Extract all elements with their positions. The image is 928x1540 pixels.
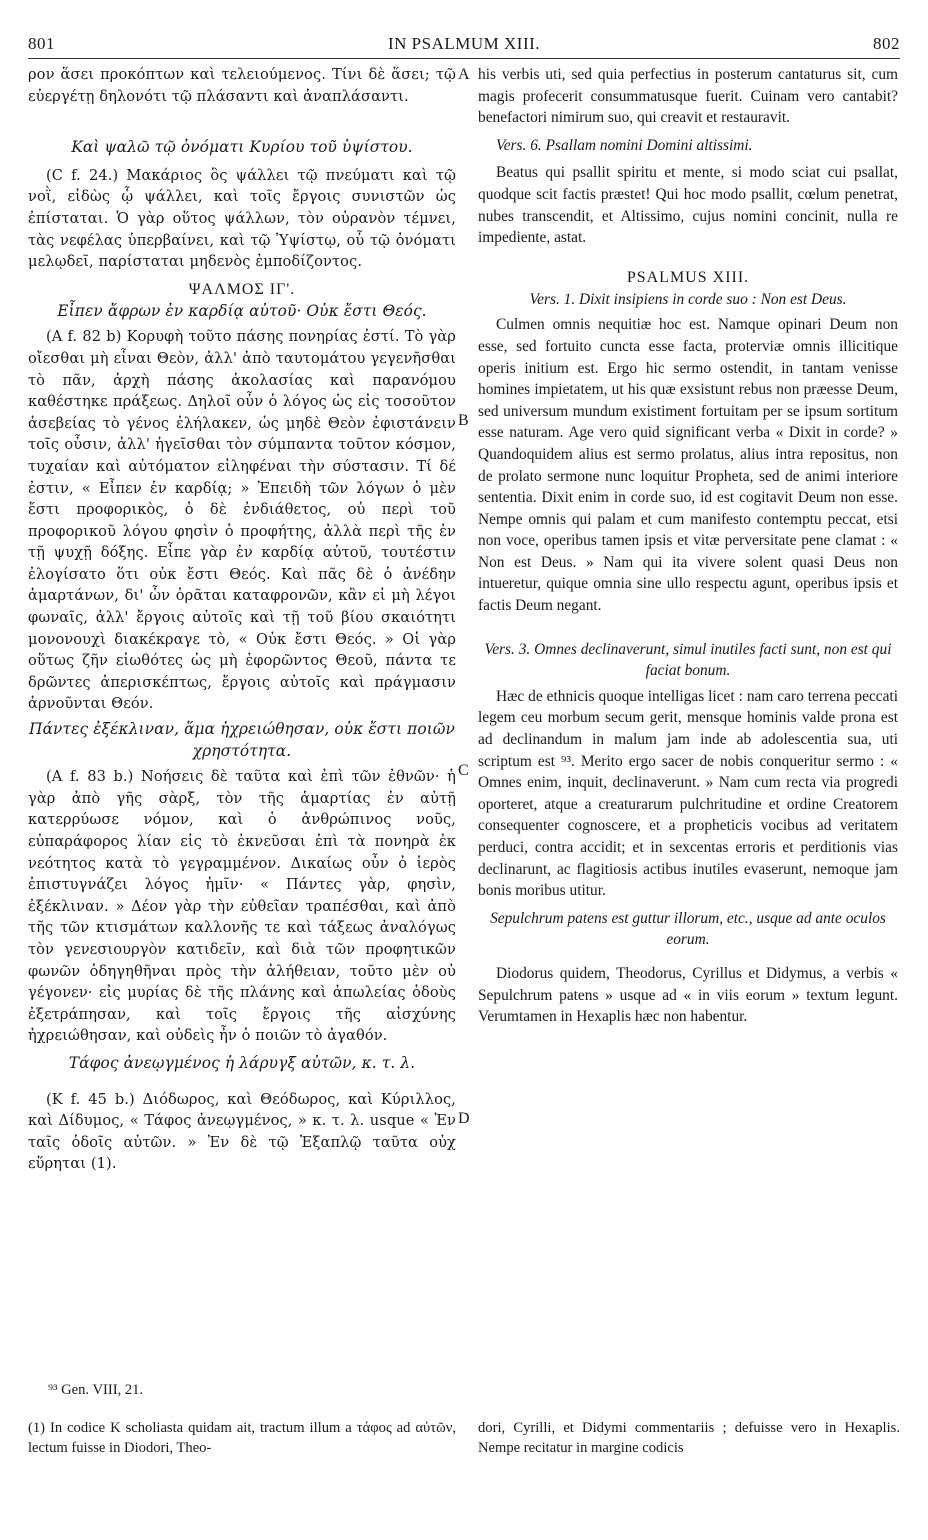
footnote-ref-93: ⁹³ Gen. VIII, 21.	[48, 1382, 144, 1398]
latin-column	[478, 64, 898, 1028]
running-header	[28, 34, 900, 60]
margin-letter-d: D	[458, 1110, 470, 1127]
running-title: IN PSALMUM XIII.	[387, 34, 541, 53]
footnote-ref-block	[28, 1380, 900, 1400]
footnote-1-right: dori, Cyrilli, et Didymi commentariis ; defuisse vero in Hexaplis. Nempe recitatur in margine codicis	[478, 1420, 900, 1456]
header-rule	[28, 58, 900, 59]
latin-verse-2: Vers. 1. Dixit insipiens in corde suo : Non est Deus.	[529, 290, 847, 308]
greek-column	[28, 64, 456, 1175]
margin-letter-a: A	[458, 66, 470, 83]
greek-paragraph-2: (C f. 24.) Μακάριος ὃς ψάλλει τῷ πνεύματι καὶ τῷ νοῒ, εἰδὼς ᾧ ψάλλει, καὶ τοῖς ἔργοις συνιστῶν ὡς ἐπίσταται. Ὁ γὰρ οὕτος ψάλλων, τὸν οὐρανὸν τέμνει, τὰς νεφέλας ὑπερβαίνει, καὶ τῷ Ὑψίστῳ, οὗ τῷ ὀνόματι μελῳδεῖ, παρίσταται μηδενὸς ἐμποδίζοντος.	[28, 166, 456, 271]
latin-verse-3: Vers. 3. Omnes declinaverunt, simul inutiles facti sunt, non est qui faciat bonum.	[484, 640, 892, 680]
greek-verse-4: Τάφος ἀνεῳγμένος ἡ λάρυγξ αὐτῶν, κ. τ. λ.	[68, 1053, 416, 1072]
greek-verse-2: Εἶπεν ἄφρων ἐν καρδίᾳ αὐτοῦ· Οὐκ ἔστι Θεός.	[57, 301, 427, 320]
greek-psalm-title: ΨΑΛΜΟΣ ΙΓ'.	[188, 280, 296, 298]
latin-paragraph-5: Diodorus quidem, Theodorus, Cyrillus et Didymus, a verbis « Sepulchrum patens » usque ad « in viis eorum » textum legunt. Verumtamen in Hexaplis hæc non habentur.	[478, 964, 898, 1026]
margin-letter-b: B	[458, 412, 469, 429]
page-number-left: 801	[28, 34, 55, 53]
latin-verse-1: Vers. 6. Psallam nomini Domini altissimi.	[496, 136, 753, 154]
page-number-right: 802	[873, 34, 900, 53]
greek-paragraph-3: (A f. 82 b) Κορυφὴ τοῦτο πάσης πονηρίας ἐστί. Τὸ γὰρ οἴεσθαι μὴ εἶναι Θεὸν, ἀλλ' ἀπὸ ταυτομάτου γεγενῆσθαι τὸ πᾶν, ἀρχὴ πάσης ἀκολασίας καὶ παρανόμου καθέστηκε πράξεως. Δηλοῖ οὖν ὁ λόγος ὡς εἰς τοσοῦτον ἀσεβείας τὸ γένος ἐλήλακεν, ὡς μηδὲ Θεὸν ἐφιστάνειν τοῖς οὖσιν, ἀλλ' ἡγεῖσθαι τὸν σύμπαντα τοῦτον κόσμον, τυχαίαν καὶ αὐτόματον εἰληφέναι τὴν σύστασιν. Τί δέ ἐστιν, « Εἶπεν ἐν καρδίᾳ; » Ἐπειδὴ τῶν λόγων ὁ μὲν ἔστι προφορικὸς, ὁ δὲ ἐνδιάθετος, οὐ περὶ τοῦ προφορικοῦ λόγου φησὶν ὁ προφήτης, ἀλλὰ περὶ τῆς ἐν τῇ ψυχῇ δόξης. Εἶπε γὰρ ἐν καρδίᾳ αὐτοῦ, τουτέστιν ἐλογίσατο ὅτι οὐκ ἔστι Θεός. Καὶ πᾶς δὲ ὁ ἀνέδην ἁμαρτάνων, δι' ὧν ὁρᾶται καταφρονῶν, κἂν εἰ μὴ λέγοι φωναῖς, ἀλλ' ἔργοις αὐτοῖς καὶ τῇ τοῦ βίου σκαιότητι μονονουχὶ διακέκραγε τὸ, « Οὐκ ἔστι Θεός. » Οἱ γὰρ οὕτως ζῆν εἰωθότες ὡς μὴ ἐφορῶντος Θεοῦ, πάντα τε δρῶντες ἀπερισκέπτως, ἔργοις αὐτοῖς καὶ πράγμασιν ἀρνοῦνται Θεόν.	[28, 328, 456, 713]
greek-paragraph-5: (K f. 45 b.) Διόδωρος, καὶ Θεόδωρος, καὶ Κύριλλος, καὶ Δίδυμος, « Τάφος ἀνεῳγμένος, » κ. τ. λ. usque « Ἐν ταῖς ὁδοῖς αὐτῶν. » Ἐν δὲ τῷ Ἑξαπλῷ ταῦτα οὐχ εὕρηται (1).	[28, 1090, 456, 1173]
latin-verse-4: Sepulchrum patens est guttur illorum, etc., usque ad ante oculos eorum.	[490, 909, 886, 949]
greek-paragraph-1: ρον ἅσει προκόπτων καὶ τελειούμενος. Τίνι δὲ ἅσει; τῷ εὐεργέτῃ δηλονότι τῷ πλάσαντι καὶ ἀναπλάσαντι.	[28, 66, 456, 105]
greek-verse-3: Πάντες ἐξέκλιναν, ἅμα ἠχρειώθησαν, οὐκ ἔστι ποιῶν χρηστότητα.	[29, 720, 455, 760]
latin-paragraph-2: Beatus qui psallit spiritu et mente, si modo sciat cui psallat, quodque scit factis præstet! Qui hoc modo psallit, cœlum penetrat, nubes transcendit, et Altissimo, cujus nomini concinit, nulla re impediente, astat.	[478, 164, 898, 247]
latin-paragraph-1: his verbis uti, sed quia perfectius in posterum cantaturus sit, cum magis profecerit consummatusque fuerit. Cuinam vero cantabit? benefactori nimirum suo, qui creavit et restauravit.	[478, 66, 898, 127]
greek-verse-1: Καὶ ψαλῶ τῷ ὀνόματι Κυρίου τοῦ ὑψίστου.	[71, 138, 413, 157]
latin-paragraph-3: Culmen omnis nequitiæ hoc est. Namque opinari Deum non esse, sed fortuito cuncta esse facta, proterviæ omnis illicitique operis initium est. Ergo hic sermo ostendit, in tantam venisse homines impietatem, ut his quæ exsistunt rebus non præesse Deum, sed universum mundum existiment fortuitam per se ipsum sortitum esse naturam. Age vero quid significant verba « Dixit in corde? » Quandoquidem alius est sermo prolatus, alius intra repositus, non de prolato sermone nunc loquitur Propheta, sed de animi interiore sententia. Dixit enim in corde suo, id est cogitavit Deum non esse. Nempe omnis qui palam et cum manifesto contemptu peccat, etsi non voce, operibus tamen ipsis et vitæ perversitate pene clamat : « Non est Deus. » Nam qui ita vivere solent quasi Deus non intueretur, quique omnia sine ullo respectu agunt, operibus ipsis et factis Deum negant.	[478, 316, 898, 615]
latin-psalm-title: PSALMUS XIII.	[626, 268, 750, 286]
footnote-1-left: (1) In codice K scholiasta quidam ait, tractum illum a τάφος ad αὐτῶν, lectum fuisse in Diodori, Theo-	[28, 1420, 456, 1456]
greek-paragraph-4: (A f. 83 b.) Νοήσεις δὲ ταῦτα καὶ ἐπὶ τῶν ἐθνῶν· ἡ γὰρ ἀπὸ γῆς σὰρξ, τὸν τῆς ἁμαρτίας ἐν αὐτῇ κατερρύωσε νόμον, καὶ ὁ ἀνθρώπινος νοῦς, εὐπαράφορος λίαν εἰς τὸ ἐκνεῦσαι ἐπὶ τὰ πονηρὰ ἐκ νεότητος κατὰ τὸ γεγραμμένον. Δικαίως οὖν ὁ ἱερὸς ἐπιστυγνάζει λόγος ἡμῖν· « Πάντες γὰρ, φησὶν, ἐξέκλιναν. » Δέον γὰρ τὴν εὐθεῖαν τραπέσθαι, καὶ ἀπὸ τῆς τῶν κτισμάτων καλλονῆς τε καὶ τάξεως ἀναλόγως τὸν γενεσιουργὸν κατιδεῖν, καὶ διὰ τῶν προφητικῶν φωνῶν ὁδηγηθῆναι πρὸς τὴν ἀλήθειαν, τοῦτο μὲν οὐ γέγονεν· εἰς μυρίας δὲ τῆς πλάνης καὶ ἀπωλείας ὁδοὺς ἐξετράπησαν, καὶ τοῖς ἔργοις τῆς αἰσχύνης ἠχρειώθησαν, καὶ οὐδεὶς ἦν ὁ ποιῶν τὸ ἀγαθόν.	[28, 768, 456, 1045]
footnote-block	[28, 1418, 900, 1478]
latin-paragraph-4: Hæc de ethnicis quoque intelligas licet : nam caro terrena peccati legem ceu morbum secum gerit, mensque hominis valde prona est ad declinandum in malum jam inde ab adolescentia sua, uti scriptum est ⁹³. Merito ergo sacer de nobis conqueritur sermo : « Omnes enim, inquit, declinaverunt. » Nam cum recta via progredi oporteret, atque a creaturarum pulchritudine et ordine Creatorem consequenter cognoscere, et a propheticis vocibus ad veritatem perduci, contra accidit; et in sexcentas erroris et perditionis vias declinarunt, ac flagitiosis actibus inutiles evaserunt, nemoque jam bonis moribus utitur.	[478, 687, 898, 900]
margin-letter-c: C	[458, 762, 469, 779]
